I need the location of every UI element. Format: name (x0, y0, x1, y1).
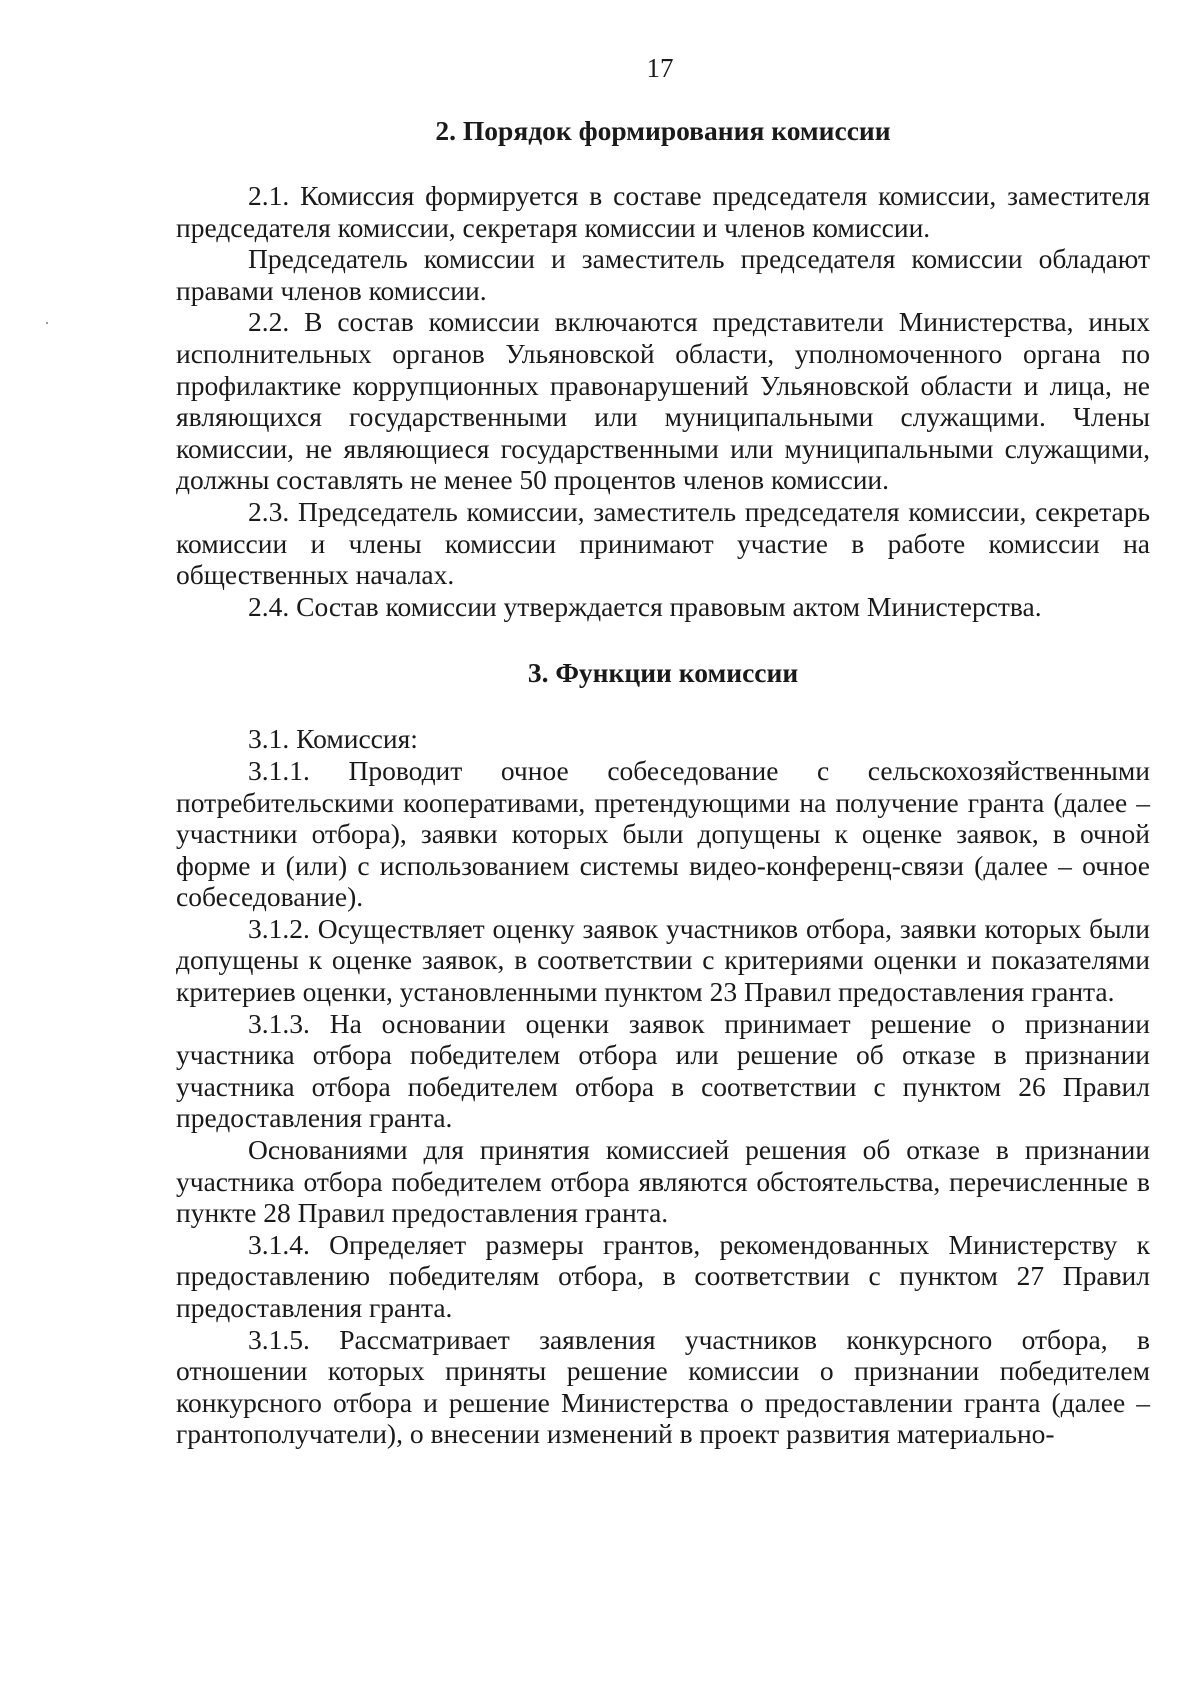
paragraph-3-1-4: 3.1.4. Определяет размеры грантов, рекомендованных Министерству к предоставлению победителям отбора, в соответствии с пунктом 27 Правил предоставления гранта. (176, 1228, 1150, 1323)
paragraph-3-1-5: 3.1.5. Рассматривает заявления участников конкурсного отбора, в отношении которых приняты решение комиссии о признании победителем конкурсного отбора и решение Министерства о предоставлении гранта (далее – грантополучатели), о внесении изменений в проект развития материально- (176, 1323, 1150, 1450)
paragraph-chairman-rights: Председатель комиссии и заместитель председателя комиссии обладают правами членов комиссии. (176, 243, 1150, 306)
paragraph-2-3: 2.3. Председатель комиссии, заместитель председателя комиссии, секретарь комиссии и члены комиссии принимают участие в работе комиссии на общественных началах. (176, 495, 1150, 591)
paragraph-2-4: 2.4. Состав комиссии утверждается правовым актом Министерства. (248, 590, 1042, 622)
scan-speck (46, 322, 48, 324)
paragraph-2-2: 2.2. В состав комиссии включаются представители Министерства, иных исполнительных органов Ульяновской области, уполномоченного органа по профилактике коррупционных правонарушений Ульяновской области и лица, не являющихся государственными или муниципальными служащими. Члены комиссии, не являющиеся государственными или муниципальными служащими, должны составлять не менее 50 процентов членов комиссии. (176, 306, 1150, 496)
section-3-heading: 3. Функции комиссии (527, 657, 799, 689)
document-body (176, 115, 1150, 1450)
paragraph-3-1-1: 3.1.1. Проводит очное собеседование с сельскохозяйственными потребительскими кооперативами, претендующими на получение гранта (далее – участники отбора), заявки которых были допущены к оценке заявок, в очной форме и (или) с использованием системы видео-конференц-связи (далее – очное собеседование). (176, 754, 1150, 913)
section-2-heading: 2. Порядок формирования комиссии (435, 115, 891, 146)
page-number: 17 (646, 53, 674, 83)
paragraph-3-1-2: 3.1.2. Осуществляет оценку заявок участников отбора, заявки которых были допущены к оценке заявок, в соответствии с критериями оценки и показателями критериев оценки, установленными пунктом 23 Правил предоставления гранта. (176, 912, 1150, 1008)
paragraph-refusal-grounds: Основаниями для принятия комиссией решения об отказе в признании участника отбора победителем отбора являются обстоятельства, перечисленные в пункте 28 Правил предоставления гранта. (176, 1134, 1150, 1229)
paragraph-2-1: 2.1. Комиссия формируется в составе председателя комиссии, заместителя председателя комиссии, секретаря комиссии и членов комиссии. (176, 180, 1150, 243)
paragraph-3-1-3: 3.1.3. На основании оценки заявок принимает решение о признании участника отбора победителем отбора или решение об отказе в признании участника отбора победителем отбора в соответствии с пунктом 26 Правил предоставления гранта. (176, 1007, 1150, 1134)
paragraph-3-1: 3.1. Комиссия: (248, 723, 418, 755)
